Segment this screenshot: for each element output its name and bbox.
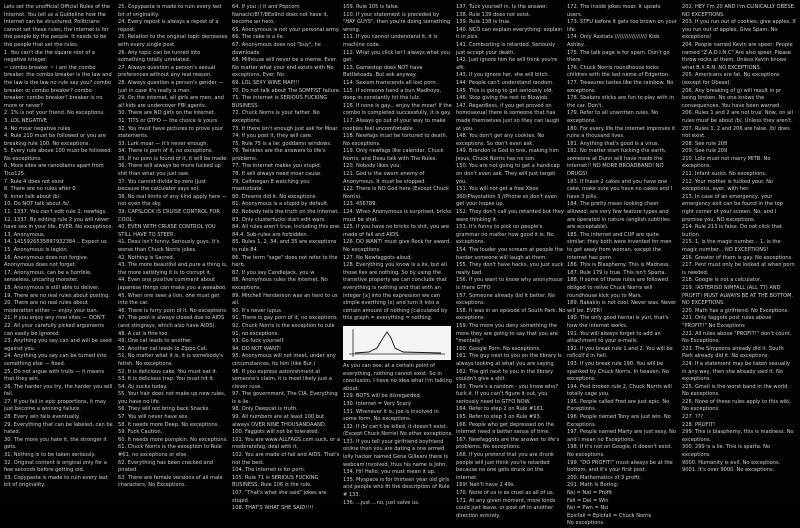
rule-line: 145. This is going to get seriously old.: [456, 87, 553, 94]
rule-line: 221. Only faggots post rules above "PROFIT!" No Exceptions: [682, 315, 772, 329]
rule-line: 120. Nobody likes you.: [343, 163, 402, 170]
rule-line: 38. No real limits of any kind apply here — not even the sky.: [118, 193, 227, 208]
rule-line: 112. What you click isn't always what you get.: [343, 49, 450, 64]
rule-line: 5. Every rule above 100 must be followed. No exceptions.: [4, 148, 113, 162]
rule-line: 216. Greater of them is gay. No exceptions.: [682, 254, 793, 261]
rule-line: 20. There are no real rules about moderation either — enjoy your ban.: [4, 300, 99, 314]
rule-line: 220. Math has a girlfriend. No Exceptions.: [682, 307, 789, 314]
rule-line: 89. Mitchell Henderson was an hero to us all.: [232, 292, 338, 307]
rule-line: 77. The internet makes you stupid.: [232, 163, 322, 170]
rule-line: 26. Any topic can be turned into something totally unrelated.: [118, 49, 201, 64]
rule-line: 65. Anonymous is not your personal army.: [232, 26, 340, 33]
rule-line: 218. Google is not a calculator.: [682, 277, 762, 284]
rule-line: 22. All your carefully picked arguments can easily be ignored.: [4, 322, 105, 337]
rule-line: 167. Newfaggots are the answer to life's problems. No exceptions.: [456, 436, 560, 451]
rule-line: 104. The internet is for porn.: [232, 467, 306, 474]
rule-line: 118. Newfags must be tortured to death. No exceptions.: [343, 133, 448, 147]
rule-line: 15. Anonymous is legion.: [4, 247, 69, 253]
rule-line: 61. Chuck Norris is the exception to Rule #61, no exceptions or else.: [118, 444, 222, 459]
rule-line: 207. Rules 1, 2 and 206 are false. /b/ does not exist.: [682, 125, 790, 140]
rule-line: 79. Cellmegan 8 watching you masturbate.: [232, 178, 310, 193]
rule-line: 176. Chuck Norris roundhouse kicks children with the last name of Edgerton.: [567, 64, 670, 79]
rule-line: 9001. It's over 9000. No exceptions.: [682, 467, 775, 474]
rule-line: 300. 299 is a lie. This is sparta. No exceptions: [682, 444, 771, 459]
rule-line: 96. If you express astonishment at someone's claim, it is most likely just a clever ruse.: [232, 368, 332, 390]
rule-line: 163. There's a random - you know who? fuck it. If you can't figure it out, you seriously need to GTFO NOW.: [456, 383, 559, 405]
rule-line: 189. Bakakin is not cool. Never was. Never will be. EVER!: [567, 300, 677, 314]
rule-line: 213. In case of an emergency, your emergency exit can be found in the top right corner of your screen. No, and I promise you. NO exceptions.: [682, 193, 783, 223]
rule-line: 138. Rule 139 does not exist.: [456, 11, 531, 18]
rule-line: 46. There is furry porn of it. No exceptions.: [118, 307, 228, 314]
rule-line: 75. Rule 75 is a lie: goddamn windows.: [232, 140, 332, 147]
rule-line: 31. TITS or GTFO — the choice is yours.: [118, 117, 219, 124]
rule-line: 49. One cat leads to another.: [118, 338, 193, 345]
rule-line: 115. If someone hand a bun Madhoyo, deep in constantly hit the lulz.: [343, 87, 442, 102]
rule-line: 92. Chuck Norris is the exception to rule 91, no exceptions.: [232, 322, 335, 337]
rule-line: 59. Fuck Caution.: [118, 429, 163, 436]
rule-line: 34. There is porn of it, no exceptions.: [118, 148, 214, 155]
rule-line: 199. "DO PROFIT!" must always be at the bottom, and it's your first post.: [567, 459, 673, 474]
rule-line: 13. Anonymous.: [4, 231, 46, 238]
rule-line: 162. The girl next to you in the library couldn't give a shit.: [456, 368, 554, 383]
rule-line: 148. You don't get any cookies. No exceptions. So don't even ask.: [456, 133, 545, 147]
rule-line: 224. If a statement may be taken sexually in any way, then she already said it. No exceptions.: [682, 360, 790, 383]
rule-line: 141. Combusting is retarded. Seriously just accept your death.: [456, 41, 556, 56]
rule-line: 182. No matter start fucking the earth, someone at Dunn will have made the internet!! NO MORE BROADBAND! NO DRUGS!: [567, 148, 667, 178]
rule-line: 180. For every life the internet improves it ruins a thousand lives.: [567, 125, 676, 140]
rule-line: 130. Internet = Very Scary.: [343, 400, 412, 407]
rule-line: 160. Google Porn. No exceptions.: [456, 345, 541, 352]
rule-line: 2. 1% is not your friend. No exceptions.: [4, 110, 105, 117]
rule-line: 62. Everything has been cracked and pirated.: [118, 459, 214, 474]
rule-line: 7. Rule 4 does not exist: [4, 178, 64, 185]
rule-line: 140. NCO can explain everything: explain it in pics.: [456, 26, 563, 41]
text-column-2: [118, 4, 228, 498]
rule-line: 18. Anonymous is still able to deliver.: [4, 284, 100, 291]
rule-line: 126. DO WANT! must give Rock for award. No exceptions.: [343, 239, 451, 253]
rule-line: Fail = Dei = Win: [567, 497, 609, 504]
graph-curve: [355, 332, 441, 353]
rule-line: 117. Always go out of your way to make noobies feel uncomfortable.: [343, 117, 446, 132]
rule-line: 90. It's never lupus.: [232, 307, 283, 314]
rule-line: 30. The more you hate it, the stronger it gets.: [4, 436, 107, 451]
rule-line: 82. Nobody tells the truth on the Internet.: [232, 209, 340, 216]
rule-line: 84. All rules aren't true, including this one.: [232, 224, 341, 231]
rule-line: 78. It will always need moar cause.: [232, 171, 322, 178]
nothing-graph-figure: [343, 326, 451, 360]
rule-line: 58. It needs more Deep. No exceptions.: [118, 421, 220, 428]
rule-line: 183. If Ihave 2 cakes and you have one cake, make sure you have no cakes and I have 3 pills.: [567, 178, 673, 200]
rule-line: 44. Even one positive comment about Japanese things can make you a weeaboo.: [118, 277, 227, 291]
rule-line: 107. "That's what she said" jokes are stupid.: [232, 490, 327, 504]
rule-line: 200. Mathematics of 3 profit.: [567, 474, 641, 481]
rule-line: ~ combo breaker ~ i am the combo breaker. the combo breaker is the law and the law is the law no rule say you? combo breaker or combo breaker? combo breaker: combo breaker? breaker is no more or never?: [4, 64, 112, 109]
rule-line: 129. BOTS will be disregarded.: [343, 393, 422, 400]
rule-line: 158. It was in an episode of South Park. No exceptions.: [456, 307, 566, 322]
rule-line: 155. They don't have hacks, you just suck really bad.: [456, 262, 564, 276]
rule-line: 201. Math Is Boring;: [567, 482, 619, 489]
rule-line: 93. Go fuck yourself.: [232, 338, 285, 345]
rule-line: 74. If you post it, they will care.: [232, 133, 313, 140]
rule-line: 10. Do NOT talk about /b/.: [4, 201, 71, 208]
rule-line: 102. You are made of fail and AIDS. That's not the best.: [232, 452, 340, 466]
rule-line: As you can see, at a certain point of everything, nothing cannot exist. So in conclusion, I have no idea what I'm talking about.: [343, 362, 452, 392]
rule-line: 197. People named Marty are just sexy. No and I mean no Exceptions.: [567, 429, 676, 443]
rule-line: 70. Do not talk about The SOMFIST failure.: [232, 87, 341, 94]
rule-line: 64. If you ;) it and Popcorn Nanachi/8!7/8Ee9nd does not have it, become an hero.: [232, 4, 329, 26]
rule-line: 29. Everything that can be labeled, can be hated.: [4, 421, 113, 436]
rule-line: 40. EVEN WITH CRUISE CONTROL YOU STILL HAVE TO STEER.: [118, 224, 216, 238]
rule-line: 73. If there isn't enough just ask for Moar.: [232, 125, 339, 132]
rule-line: 28. Always question a person's gender — just in case it's really a man.: [118, 79, 224, 94]
rule-line: 212. Your mother is fucked your. No exceptions, ever, with her.: [682, 178, 774, 193]
rule-line: 88. Anonymous rules the internet. No exceptions.: [232, 277, 328, 291]
rule-line: 184. The pretty mean looking cheer allowed; are very few feature types and are operated in nature (english subtitles are acceptable).: [567, 201, 670, 231]
rule-line: 51. No matter what it is, it is somebody's fetish. No exceptions.: [118, 353, 223, 367]
rule-line: 187. Rule 179 is true. This isn't Sparta.: [567, 269, 667, 276]
rule-line: 50. Another cat leads to Zippo Cat.: [118, 345, 208, 352]
rule-line: 202. HEY I'm 20 AND I'm CLINICALLY OBESE. NO EXCEPTIONS.: [682, 4, 796, 18]
rule-line: 25. Do not argue with trolls — it means that they win.: [4, 368, 105, 383]
rule-line: 217. Pent must only be looked at when porn is needed.: [682, 262, 795, 276]
rule-line: 57. You will never have sex.: [118, 414, 189, 421]
rule-line: 109. Rule 105 is false.: [343, 4, 400, 10]
rule-line: 56. They will not bring back Snacks.: [118, 406, 210, 413]
rule-line: 142. Just ignore him he will think you're afk.: [456, 57, 558, 71]
rule-line: 193. If you break rule 190. You will be spanked by Chuck Norris. In heaven. No exceptions.: [567, 360, 669, 383]
rule-line: 223. The Simpsons already did it. South Park already did it. No exceptions.: [682, 345, 784, 360]
rule-line: 39. CAPSLOCK IS CRUISE CONTROL FOR COOL.: [118, 209, 220, 223]
rule-line: 124. When Anonymous is surprised, bricks must be shat.: [343, 209, 452, 223]
rule-line: 1. You can't die the square root of a negative integer.: [4, 49, 95, 64]
rule-line: 196. People named Tony are just win. No Exceptions.: [567, 414, 671, 428]
rule-line: 150. You are not going to get a handicap on don't even ask. They will just target you.: [456, 163, 560, 185]
rule-line: 206. Rules 1 and 2 are not true. Now, on all rules must be about /b/. Unless they aren't.: [682, 110, 794, 124]
rule-line: 144. People can't understand random.: [456, 79, 554, 86]
rule-line: 114. Sexism transcends all lost porn.: [343, 79, 438, 86]
rule-line: 17. Anonymous. can be a horrible, senseless, uncaring monster.: [4, 269, 92, 284]
rule-line: 173. STFU before it gets too brown on your life.: [567, 19, 677, 33]
rule-line: 122. There is NO God here (Except Chuck Norris).: [343, 186, 449, 200]
rule-line: 111. If you cannot understand it, it is machine code.: [343, 34, 438, 48]
rule-line: 9. Inner talk about /b/.: [4, 193, 61, 200]
rule-line: 29. On the internet, all girls are men, and all kids are undercover FBI agents.: [118, 95, 224, 109]
rule-line: 42. Nothing is Sacred.: [118, 254, 175, 261]
rule-line: 215. 1, is the magic number... 1, is the magic number... NO EXCEPTIONS!: [682, 239, 781, 253]
rule-line: 172. The inside jokes moar. It upsets users.: [567, 4, 661, 18]
rule-line: 19. There are no real rules about posting.: [4, 292, 110, 299]
rule-line: 31. Nothing is to be taken seriously.: [4, 452, 96, 459]
rule-line: Nsi = Nat = Profit: [567, 490, 613, 496]
rule-line: 204. People named Kevin are speer; People named "Z.A.D.I.N.C" Are also speer. Please throw rocks at them, Unless Kevin knows what B.X.R.N. NO EXCEPTIONS.: [682, 41, 793, 71]
rule-line: 3. LOL NEGATIVE: [4, 117, 47, 124]
rule-line: 121. God is the sworn enemy of Anonymous. It must be stopped.: [343, 171, 427, 185]
rule-line: 198. If it's not on Google, it doesn't exist. No exceptions.: [567, 444, 673, 459]
rule-line: 166. People who get depressed on the internet need a better sense of time.: [456, 421, 554, 436]
rule-line: 16. Anonymous does not forgive. Anonymous does not forget.: [4, 254, 89, 269]
rule-line: 98. Only Deepcat is truth.: [232, 406, 298, 413]
rule-line: 35. If no porn is found of it, it will be made.: [118, 155, 229, 162]
rule-line: 209. See rule 209: [682, 148, 728, 155]
rule-line: 28. Every win fails eventually.: [4, 414, 80, 421]
rule-line: 32. Original content is original only for a few seconds before getting old.: [4, 459, 107, 474]
rule-line: 101. You are www.ALLFAGS.com suck, or a moderatefag, deal with it.: [232, 436, 341, 451]
rule-line: 48. A cat is fine too.: [118, 330, 169, 337]
rule-line: 164. Refer to step 2 on Rule #161.: [456, 406, 545, 413]
rule-line: 127. No Newfaggots aloud.: [343, 254, 413, 261]
rule-line: 108. THAT'S WHAT SHE SAID!!!!: [232, 505, 314, 512]
text-column-7: [682, 4, 796, 498]
rule-line: 191. You will always forget to add an attachment to your e-mails.: [567, 330, 661, 345]
rule-line: 171. At any given moment, more kinds could just leave, or post off in another direction entirely.: [456, 497, 556, 519]
rule-line: 156. If you want to know why anonymous is there GTFO: [456, 277, 563, 291]
rule-line: 87. If you say Candlejack, you w: [232, 269, 315, 276]
rule-line: 9000. Humanity is evil. No exceptions.: [682, 459, 781, 466]
rule-line: 147. Regardless, if you get proved on homosexual there is someone that has made themselves just so they can laugh at you.: [456, 102, 560, 132]
rule-line: 23. Anything you say can and will be used against you.: [4, 338, 112, 352]
rule-line: 154. The louder you scream at people the harder someone will laugh at them.: [456, 247, 564, 261]
rule-line: 4. Rule 210 must be followed or you are breaking rule 100. No exceptions.: [4, 133, 107, 147]
rule-line: 113. Gamestop does NOT have Battletoads. But ask anyway.: [343, 64, 423, 79]
text-column-3: [232, 4, 342, 512]
rule-line: 116. If none is gay... enjoy the moar! If the combo is completed successfully, it is gay.: [343, 102, 452, 117]
rule-line: 63. There are female versions of all male characters. No Exceptions.: [118, 474, 223, 489]
rule-line: 67. Anonymous does not "buy", he downloads.: [232, 41, 321, 56]
rule-line: 83. Only clusterfucks start edit wars.: [232, 216, 326, 223]
rule-line: 68. Milhouse will never be a meme. Ever. No matter what your end exists with No exceptions, Ever. No.: [232, 57, 337, 79]
rule-line: 208. See rule 208: [682, 140, 728, 147]
rule-line: 190. The only good hentai is yuri, that's how the internet works.: [567, 315, 669, 329]
rule-line: 41. Desu isn't funny. Seriously guys. It's worse than Chuck Norris jokes.: [118, 239, 220, 253]
rule-line: 6. More sites are ranodiams apart from Tico125.: [4, 163, 104, 178]
rule-line: 91. There is gay porn of it, no exceptions.: [232, 315, 339, 322]
rule-line: 153. It's funny to pick on people's grammar no matter how good it is. No exceptions.: [456, 224, 554, 246]
rule-line: 131. Whenever it is, joe is involved in some form. No exceptions.: [343, 408, 439, 423]
rule-line: 21. If you enjoy any rival sites — DON'T.: [4, 315, 107, 322]
rule-line: 149. Brandon is God in one, making him Jesus, Chuck Norris has no son.: [456, 148, 559, 162]
rule-line: 227. ???: [682, 414, 704, 421]
rule-line: 137. Tuck yourself in. Is the answer.: [456, 4, 548, 10]
rule-line: 84.4. Sub-rules are forbidden.: [232, 231, 309, 238]
rule-line: 228. PROFIT!: [682, 421, 716, 428]
rule-line: 177. Treasures tastes like the rainbow. No exceptions.: [567, 79, 674, 94]
rule-line: 132. If /b/ can't be killed, it doesn't exist. (Except Chuck Norris) No other exceptions.: [343, 423, 453, 438]
rule-line: 94. DO NOT WANT!: [232, 345, 282, 352]
rule-line: 188. If some of these rules are followed obliged to relive Chuck Norris will roundhouse kick you to Mars.: [567, 277, 669, 299]
rule-line: 214. Rule 213 is false. Do not click that button.: [682, 224, 783, 238]
rule-line: 206. Any breaking of g) will result in pr being broken. No one knows the consequences. You have been warned.: [682, 87, 782, 109]
text-column-1: [4, 4, 114, 498]
rule-line: 226. None of these rules apply to this wiki. No exceptions.: [682, 398, 792, 413]
rule-line: 81. Anonymous is a stupid by default.: [232, 201, 329, 208]
rule-line: 151. You will not get a free Xbox 360/Playstation 3 /iPhone so don't even get your hopes up.: [456, 186, 558, 208]
rule-line: Nsi = Pwn = Nsi: [567, 505, 609, 512]
rule-line: 161. The guy next to you on the library is always looking at what you are saying.: [456, 353, 562, 367]
rule-line: 168. If you pretend that you are drunk people will just think you're retarded because no one gets drunk on the internet.: [456, 452, 554, 481]
rule-line: 32. You must have pictures to prove your statements.: [118, 125, 224, 140]
rule-line: 100. Faggots will not be tolerated.: [232, 429, 320, 436]
rule-line: 55. Your hair does not make up new rules, you have no life.: [118, 391, 226, 405]
rule-line: 97. The government, The CIA, Everything is a lie.: [232, 391, 338, 405]
rule-line: 225. Gmail is the worst band in the world. No exceptions.: [682, 383, 790, 398]
rule-line: 8. There are no rules after 0.: [4, 186, 78, 193]
rule-line: 85. Rules 1, 2, 34, and 35 are exceptions to rule 84.: [232, 239, 337, 253]
rule-line: Epicfail = Epicfail = Chuck Norris: [567, 512, 652, 519]
rule-line: 119. Only newfags like calendar, Chuck Norris, and Desu talk with The Rules.: [343, 148, 444, 162]
rule-line: 4. No moar negative rules: [4, 125, 71, 132]
rule-line: 205. Americans are fat. No exceptions (except for Obese).: [682, 72, 780, 86]
rule-line: 30. There are NO girls on the internet.: [118, 110, 216, 117]
rule-line: 25. Copypasta is made to ruin every last bit of originality.: [118, 4, 222, 18]
rule-line: 25. Relation to the original topic decreases with every single post.: [118, 34, 228, 48]
rule-line: 52. It is delicious cake. You must eat it.: [118, 368, 218, 375]
rule-line: 178. Sbakers sticks are fun to play with in the car. Don't.: [567, 95, 674, 109]
rule-line: 169! Nah'll have 2 49s.: [456, 482, 516, 489]
rule-line: 37. You cannot divide by zero (just because the calculator says so).: [118, 178, 206, 193]
text-column-6: [567, 4, 677, 527]
text-column-5: [456, 4, 566, 519]
rule-line: 299. This is blasphemy, this is madness. No exceptions.: [682, 429, 794, 443]
rule-line: 47. The pool is always closed due to AIDS (and stingrays, which also have AIDS).: [118, 315, 225, 329]
rule-line: 71. The internet is SERIOUS FUCKING BUSINESS.: [232, 95, 328, 109]
rule-line: 133. If you tell your girlfriend boyfriend online then you are dating a one armed lolly hacker named Gene Gilleani there is webcam involved, thus his name is John.: [343, 438, 448, 468]
rule-line: 185. The internet and CUP are quite similar; they both were invented for men to get away from woman, except the internet has porn.: [567, 231, 672, 261]
rule-line: 194. Post broken rule 2, Chuck Norris will totally cage you.: [567, 383, 672, 398]
rule-line: 76. Twinkies are the answers to life's problems.: [232, 148, 326, 162]
rule-line: 157. Someone already did it better. No exceptions.: [456, 292, 555, 307]
rule-line: 186. This is Blasphemy. This is Madness.: [567, 262, 671, 269]
rule-line: 26. The harder you try, the harder you will fail.: [4, 383, 113, 398]
rule-line: 27. If you fail in epic proportions, it may just become a winning failure.: [4, 398, 106, 413]
rule-line: 179. Refer to all unwritten rules. No exceptions.: [567, 110, 659, 124]
rule-line: 203. If you run out of cookies, give apples. If you run out of apples, Give Spam. No exceptions!: [682, 19, 796, 41]
rule-line: 128. Everything you know is a lie, but all those lies are nothing. So by using the transitive property we can conclude that everything is nothing and that with an integer [x] into the expression we can simple everthing (x) and turn it into a certain amount of nothing [calculated by this graph = everything = nothing.: [343, 262, 448, 322]
rule-line: 36. There will always be more fucked up shit than what you just saw.: [118, 163, 221, 178]
rule-line: 105. Rule 71 is SERIOUS FUCKING BUSINESS. Rule 106 is the rule.: [232, 474, 319, 489]
rule-line: 181. Anything that's good is a virus.: [567, 140, 660, 147]
rule-line: 66. The cake is a lie.: [232, 34, 285, 41]
rule-line: 33. Lurk moar — it's never enough.: [118, 140, 209, 147]
rule-line: 152. They don't call you retarded but they were thinking it.: [456, 209, 564, 223]
rule-line: 60. It needs more pumpkin. No exceptions.: [118, 436, 228, 443]
rule-line: 72. Chuck Norris is your father. No exceptions.: [232, 110, 320, 124]
rule-line: 43. The more beautiful and pure a thing is, the more satisfying it is to corrupt it.: [118, 262, 228, 276]
nothing-graph: [343, 326, 451, 360]
rule-line: 135. Myspace is for thirteen year old girls and people who fit the description of Rule # 133.: [343, 476, 450, 499]
rule-line: 174. Only Asshats /////////////////// Kids Ashley.: [567, 34, 660, 48]
rule-line: 139. Rule 138 is true.: [456, 19, 511, 26]
rule-line: 146. Stop giving the rest to Blowjob.: [456, 95, 549, 102]
rule-line: Lets set the unofficial Official Rules of the Internet. You tell us a Guideline how the Internet can be structured. Politicians cannot set these rules, the Internet is for the people by the people. It needs to be the people that set the rules.: [4, 4, 110, 48]
rule-line: 211. Infant sucks. No exceptions.: [682, 171, 767, 178]
rule-line: 195. People called Fred are just epic. No Exceptions.: [567, 398, 670, 413]
rule-line: 54. /b/ sucks today.: [118, 383, 168, 390]
rule-line: 86. The term "sage" does not refer to the herb.: [232, 254, 338, 269]
rule-line: 123. 456789.: [343, 201, 378, 208]
rule-line: 11. 1337. You can't edit rule 2, newfags.: [4, 209, 107, 216]
rule-line: 170. None of us is as cruel as all of us.: [456, 490, 555, 496]
rule-line: 69. LOL SEXY WINE MAP!!!: [232, 79, 300, 86]
rule-line: 210. Lolz must not marry MITB. No exceptions.: [682, 155, 771, 170]
rule-line: 134. Hi! Hello, you must mean it up.: [343, 469, 436, 476]
rule-line: 14. 1415926535897932384... Expect us.: [4, 239, 109, 246]
rule-line: 27. Always question a person's sexual preferences without any real reason.: [118, 64, 216, 79]
rule-line: 192. If you break rule 1 and 2. You will be roflcoll'd in hell.: [567, 345, 673, 360]
rule-line: 24. Every repost is always a repost of a repost.: [118, 19, 219, 33]
rule-line: 53. It is delicious trap. You must hit it.: [118, 376, 215, 383]
rule-line: 33. Copypasta is made to ruin every last bit of originality.: [4, 474, 108, 489]
rule-line: No exceptions.: [567, 520, 605, 527]
rule-line: 125. If you have no bricks to shit, you are made of fail and AIDS.: [343, 224, 450, 238]
rule-line: 24. Anything you say can be turned into something else — fixed.: [4, 353, 107, 367]
rule-line: 159. The more you deny something the more they are going to say that you are "mentally": [456, 322, 558, 345]
rule-line: 143. If you ignore her, she will bitch.: [456, 72, 550, 79]
rule-line: 99. All numbers are at least 100 but always OVER NINE THOUSANDAAND.: [232, 414, 327, 428]
text-column-4: [343, 4, 453, 506]
rule-line: 219. !ASTERISD NIMFALL (ALL TT) AND PROFIT! MUST ALWAYS BE AT THE BOTTOM. NO EXCEPTIONS.: [682, 284, 794, 307]
rule-line: 12. 1337. By editing rule 2 you will never have sex in your life. EVER. No exceptions.: [4, 216, 114, 231]
rule-line: 80. Dreams did it. No exceptions.: [232, 193, 317, 200]
rule-line: 95. Anonymous will not meet, under any circumstances, its him (like Bur.): [232, 353, 336, 367]
rule-line: 110. If your statement is preceded by "HAY GUYS", then you're doing something wrong.: [343, 11, 451, 33]
rule-line: 175. The talk page is for spam. Don't go there.: [567, 49, 670, 64]
rule-line: 136. ...just ...no, just salve us.: [343, 499, 420, 506]
rule-line: 165. Refer to step 3 on Rule #93.: [456, 414, 542, 421]
rule-line: 222. All rules above "PROFIT!" don't count. No Exceptions.: [682, 330, 792, 345]
rule-line: 45. When one sees a lion, one must get into the car.: [118, 292, 220, 307]
